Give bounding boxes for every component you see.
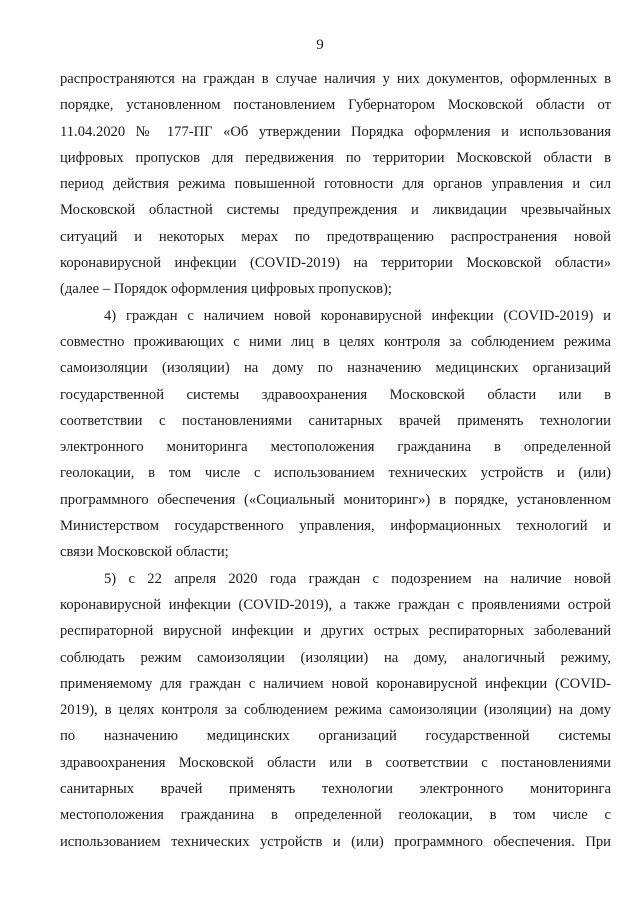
text-line: период действия режима повышенной готовности для органов управления и сил	[60, 176, 611, 193]
text-line: 5) с 22 апреля 2020 года граждан с подозрением на наличие новой	[104, 570, 611, 587]
text-line: государственной системы здравоохранения Московской области или в	[60, 386, 611, 403]
text-line: респираторной вирусной инфекции и других острых респираторных заболеваний	[60, 623, 611, 640]
text-line: порядке, установленном постановлением Губернатором Московской области от	[60, 97, 611, 114]
text-line: применяемому для граждан с наличием новой коронавирусной инфекции (COVID-	[60, 675, 611, 692]
text-line: самоизоляции (изоляции) на дому по назначению медицинских организаций	[60, 360, 611, 377]
text-line: коронавирусной инфекции (COVID-2019) на территории Московской области»	[60, 255, 611, 272]
text-line: Московской областной системы предупреждения и ликвидации чрезвычайных	[60, 202, 611, 219]
page-number: 9	[316, 37, 324, 53]
text-line: программного обеспечения («Социальный мониторинг») в порядке, установленном	[60, 491, 611, 508]
text-line: местоположения гражданина в определенной геолокации, в том числе с	[60, 807, 611, 824]
text-line: (далее – Порядок оформления цифровых пропусков);	[60, 281, 392, 298]
text-line: 2019), в целях контроля за соблюдением режима самоизоляции (изоляции) на дому	[60, 702, 611, 719]
text-line: геолокации, в том числе с использованием технических устройств и (или)	[60, 465, 611, 482]
text-line: коронавирусной инфекции (COVID-2019), а также граждан с проявлениями острой	[60, 596, 611, 613]
text-line: Министерством государственного управления, информационных технологий и	[60, 518, 611, 535]
text-line: ситуаций и некоторых мерах по предотвращению распространения новой	[60, 228, 611, 245]
text-line: электронного мониторинга местоположения гражданина в определенной	[60, 439, 611, 456]
text-line: по назначению медицинских организаций государственной системы	[60, 728, 611, 745]
text-line: санитарных врачей применять технологии электронного мониторинга	[60, 781, 611, 798]
text-line: совместно проживающих с ними лиц в целях контроля за соблюдением режима	[60, 333, 611, 350]
text-line: 4) граждан с наличием новой коронавирусной инфекции (COVID-2019) и	[104, 307, 611, 324]
text-line: связи Московской области;	[60, 544, 229, 561]
text-line: соответствии с постановлениями санитарных врачей применять технологии	[60, 412, 611, 429]
text-line: распространяются на граждан в случае наличия у них документов, оформленных в	[60, 71, 611, 87]
document-body	[60, 66, 611, 855]
text-line: использованием технических устройств и (или) программного обеспечения. При	[60, 833, 611, 850]
text-line: 11.04.2020 № 177-ПГ «Об утверждении Порядка оформления и использования	[60, 123, 611, 140]
text-line: здравоохранения Московской области или в соответствии с постановлениями	[60, 754, 611, 771]
text-line: соблюдать режим самоизоляции (изоляции) на дому, аналогичный режиму,	[60, 649, 611, 666]
text-line: цифровых пропусков для передвижения по территории Московской области в	[60, 149, 611, 166]
